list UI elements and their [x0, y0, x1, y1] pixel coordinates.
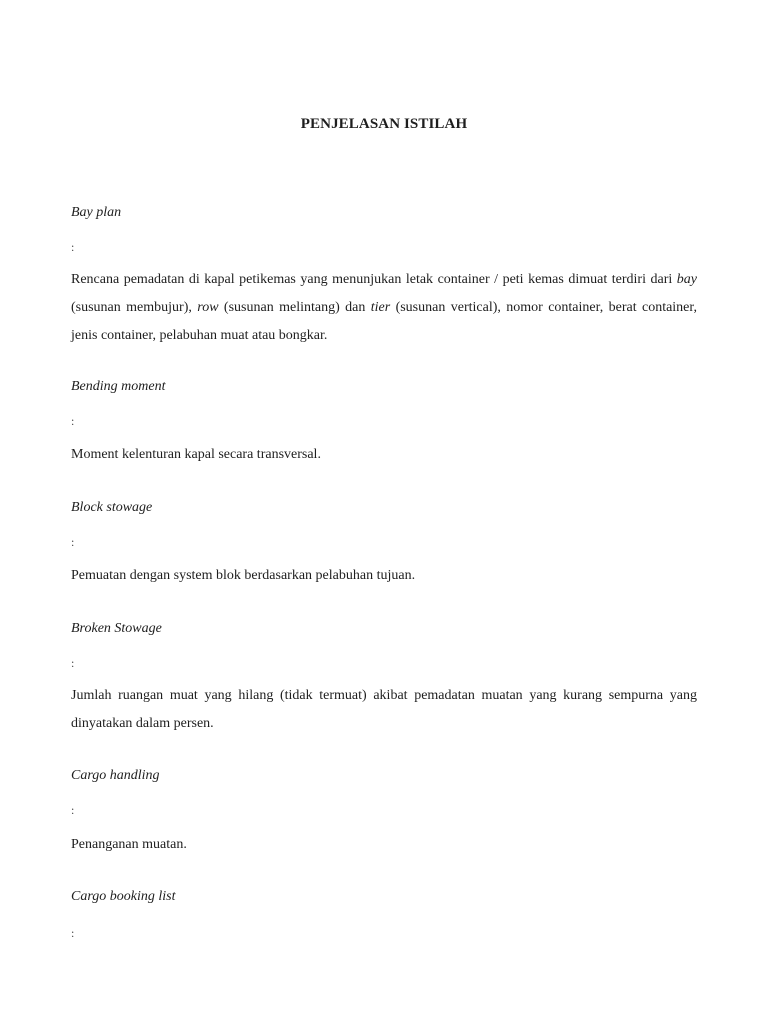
term-cargo-handling: Cargo handling [71, 768, 160, 783]
definition-broken-stowage: Jumlah ruangan muat yang hilang (tidak termuat) akibat pemadatan muatan yang kurang sempurna yang dinyatakan dalam persen. [71, 688, 697, 731]
term-separator: : [71, 535, 75, 549]
term-separator: : [71, 926, 75, 940]
emphasis-row: row [197, 300, 219, 315]
term-bending-moment: Bending moment [71, 379, 166, 394]
term-separator: : [71, 803, 75, 817]
term-separator: : [71, 240, 75, 254]
term-broken-stowage: Broken Stowage [71, 621, 162, 636]
term-bay-plan: Bay plan [71, 205, 122, 220]
definition-bending-moment: Moment kelenturan kapal secara transversal. [71, 447, 321, 462]
term-block-stowage: Block stowage [71, 500, 153, 515]
emphasis-bay: bay [676, 272, 697, 287]
term-cargo-booking-list: Cargo booking list [71, 889, 176, 904]
definition-bay-plan: Rencana pemadatan di kapal petikemas yang menunjukan letak container / peti kemas dimuat terdiri dari bay (susunan membujur), row (susunan melintang) dan tier (susunan vertical), nomor container, berat container, jenis container, pelabuhan muat atau bongkar. [71, 272, 697, 343]
term-separator: : [71, 414, 75, 428]
emphasis-tier: tier [370, 300, 391, 315]
page-title: PENJELASAN ISTILAH [300, 116, 468, 132]
definition-block-stowage: Pemuatan dengan system blok berdasarkan pelabuhan tujuan. [71, 568, 416, 583]
term-separator: : [71, 656, 75, 670]
definition-cargo-handling: Penanganan muatan. [71, 837, 187, 852]
